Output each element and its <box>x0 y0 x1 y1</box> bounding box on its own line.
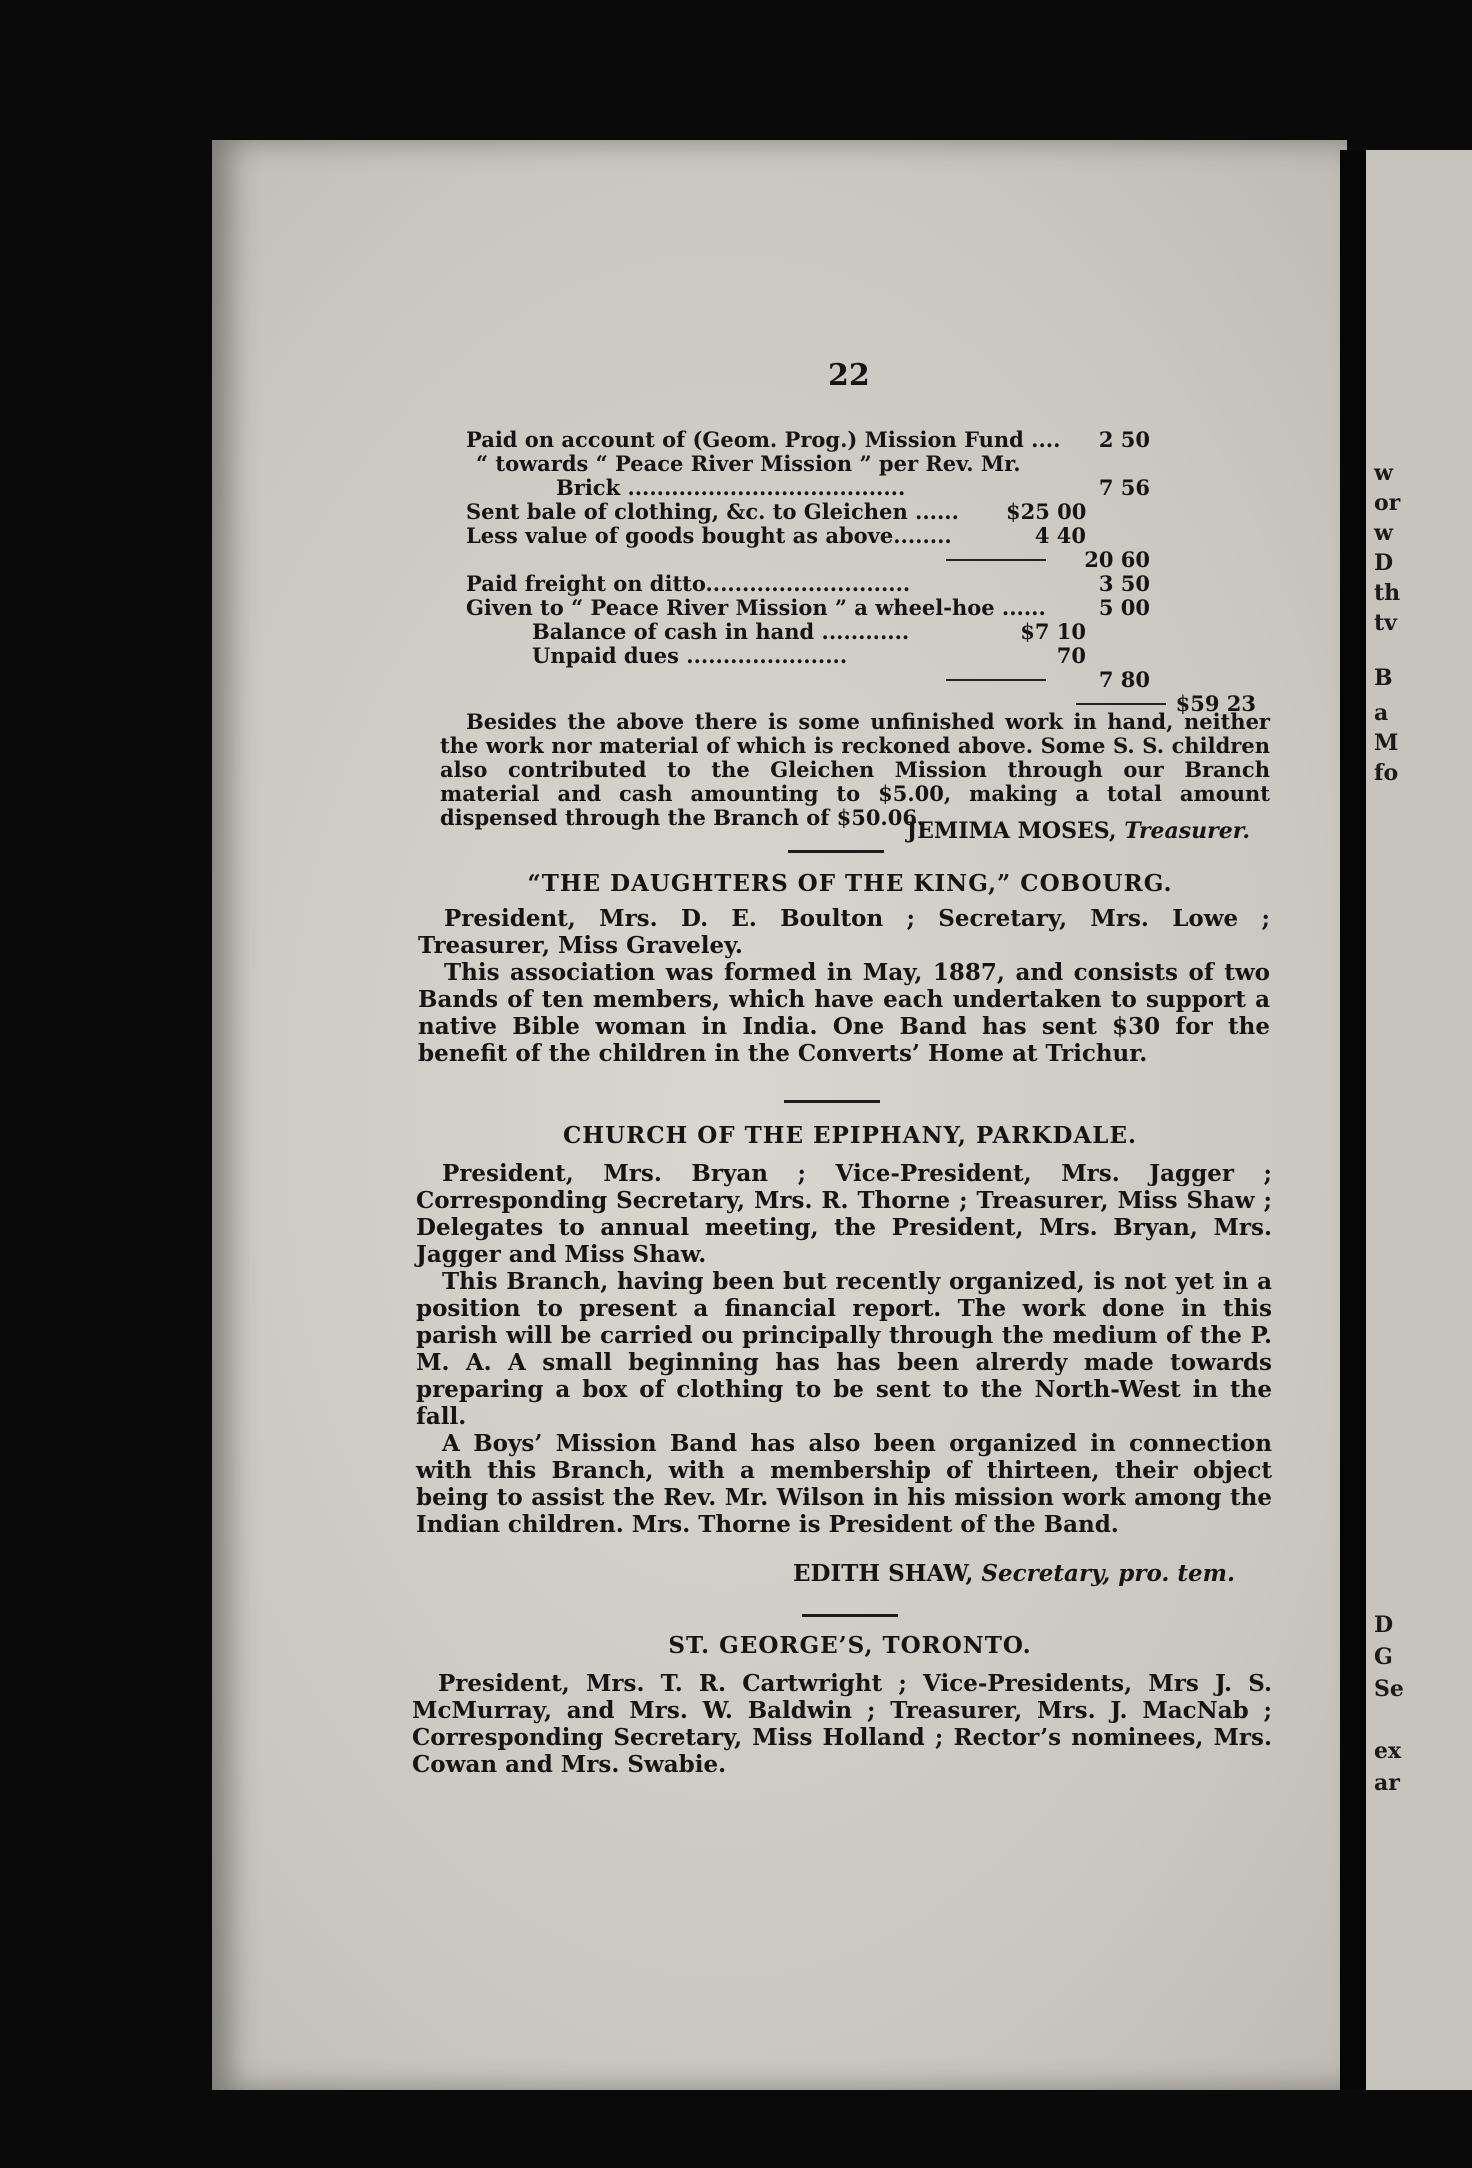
besides-paragraph <box>440 710 1270 830</box>
adjacent-page-fragment: G <box>1374 1644 1393 1670</box>
stgeorge-section <box>412 1670 1272 1778</box>
account-row <box>466 500 1286 524</box>
account-amount: 3 50 <box>1098 571 1150 596</box>
epiphany-heading: CHURCH OF THE EPIPHANY, PARKDALE. <box>562 1122 1138 1149</box>
account-amount: 70 <box>1056 643 1086 668</box>
account-amount: 7 80 <box>1098 667 1150 692</box>
adjacent-page-fragment: fo <box>1374 760 1399 786</box>
adjacent-page-fragment: ar <box>1374 1770 1400 1796</box>
daughters-heading: “THE DAUGHTERS OF THE KING,” COBOURG. <box>527 870 1173 897</box>
adjacent-page-fragment: or <box>1374 490 1401 516</box>
secretary-title: Secretary, pro. tem. <box>981 1560 1235 1587</box>
adjacent-page-fragment: Se <box>1374 1676 1404 1702</box>
treasurer-signature <box>700 818 1250 844</box>
account-label: “ towards “ Peace River Mission ” per Rev. Mr. <box>476 451 1021 476</box>
account-amount: $59 23 <box>1175 691 1256 716</box>
account-label: Paid freight on ditto............................ <box>466 571 911 596</box>
sum-rule <box>946 679 1046 681</box>
account-amount: 5 00 <box>1098 595 1150 620</box>
section-separator <box>788 850 884 853</box>
adjacent-page-edge <box>1366 150 1472 2090</box>
page-gutter <box>1340 150 1366 2090</box>
account-label: Less value of goods bought as above........ <box>466 523 952 548</box>
account-label: Sent bale of clothing, &c. to Gleichen ...... <box>466 499 959 524</box>
treasurer-title: Treasurer. <box>1124 818 1250 844</box>
daughters-body: This association was formed in May, 1887, and consists of two Bands of ten members, which have each undertaken to support a native Bible woman in India. One Band has sent $30 for the benefit of the children in the Converts’ Home at Trichur. <box>418 959 1270 1067</box>
adjacent-page-fragment: tv <box>1374 610 1397 636</box>
account-row <box>466 428 1286 452</box>
account-row <box>466 572 1286 596</box>
account-amount: 4 40 <box>1034 523 1086 548</box>
account-label: Unpaid dues ...................... <box>532 643 848 668</box>
page-number: 22 <box>828 358 870 393</box>
besides-text: Besides the above there is some unfinished work in hand, neither the work nor material of which is reckoned above. Some S. S. children also contributed to the Gleichen Mission through our Branch material and cash amounting to $5.00, making a total amount dispensed through the Branch of $50.06. <box>440 709 1270 830</box>
account-amount: $7 10 <box>1020 619 1086 644</box>
epiphany-officers: President, Mrs. Bryan ; Vice-President, Mrs. Jagger ; Corresponding Secretary, Mrs. R. Thorne ; Treasurer, Miss Shaw ; Delegates to annual meeting, the President, Mrs. Bryan, Mrs. Jagger and Miss Shaw. <box>416 1160 1272 1268</box>
section-separator <box>802 1614 898 1617</box>
account-row <box>466 548 1286 572</box>
stgeorge-heading: ST. GEORGE’S, TORONTO. <box>668 1632 1032 1659</box>
stgeorge-officers: President, Mrs. T. R. Cartwright ; Vice-Presidents, Mrs J. S. McMurray, and Mrs. W. Baldwin ; Treasurer, Mrs. J. MacNab ; Corresponding Secretary, Miss Holland ; Rector’s nominees, Mrs. Cowan and Mrs. Swabie. <box>412 1670 1272 1778</box>
epiphany-body-1: This Branch, having been but recently organized, is not yet in a position to present a financial report. The work done in this parish will be carried ou principally through the medium of the P. M. A. A small beginning has has been alrerdy made towards preparing a box of clothing to be sent to the North-West in the fall. <box>416 1268 1272 1430</box>
adjacent-page-fragment: a <box>1374 700 1389 726</box>
account-amount: 20 60 <box>1084 547 1150 572</box>
adjacent-page-fragment: B <box>1374 665 1393 691</box>
adjacent-page-fragment: D <box>1374 550 1394 576</box>
adjacent-page-fragment: w <box>1374 460 1393 486</box>
account-row <box>466 620 1286 644</box>
account-label: Paid on account of (Geom. Prog.) Mission Fund .... <box>466 427 1061 452</box>
daughters-officers: President, Mrs. D. E. Boulton ; Secretary, Mrs. Lowe ; Treasurer, Miss Graveley. <box>418 905 1270 959</box>
sum-rule <box>946 559 1046 561</box>
adjacent-page-fragment: th <box>1374 580 1401 606</box>
adjacent-page-fragment: ex <box>1374 1738 1402 1764</box>
epiphany-section <box>416 1160 1272 1538</box>
account-row <box>466 452 1286 476</box>
account-amount: 2 50 <box>1098 427 1150 452</box>
account-amount: $25 00 <box>1006 499 1087 524</box>
treasurer-name: JEMIMA MOSES, <box>906 818 1117 844</box>
account-row <box>466 596 1286 620</box>
secretary-name: EDITH SHAW, <box>793 1560 974 1587</box>
account-label: Given to “ Peace River Mission ” a wheel-hoe ...... <box>466 595 1046 620</box>
daughters-section <box>418 905 1270 1067</box>
account-table <box>466 428 1286 716</box>
section-separator <box>784 1100 880 1103</box>
account-label: Brick ...................................... <box>556 475 906 500</box>
adjacent-page-fragment: D <box>1374 1612 1394 1638</box>
adjacent-page-fragment: w <box>1374 520 1393 546</box>
account-label: Balance of cash in hand ............ <box>532 619 910 644</box>
account-row <box>466 524 1286 548</box>
sum-rule <box>1076 703 1166 705</box>
account-row <box>466 668 1286 692</box>
adjacent-page-fragment: M <box>1374 730 1399 756</box>
epiphany-body-2: A Boys’ Mission Band has also been organized in connection with this Branch, with a membership of thirteen, their object being to assist the Rev. Mr. Wilson in his mission work among the Indian children. Mrs. Thorne is President of the Band. <box>416 1430 1272 1538</box>
account-row <box>466 476 1286 500</box>
secretary-signature <box>640 1560 1235 1587</box>
account-row <box>466 644 1286 668</box>
account-amount: 7 56 <box>1098 475 1150 500</box>
